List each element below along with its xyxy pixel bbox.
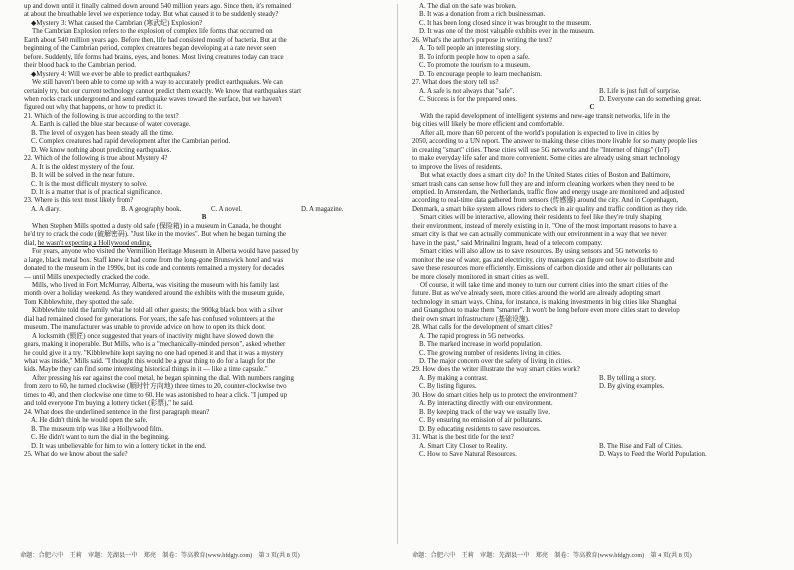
answer-option: B. The level of oxygen has been steady all the time. [31,129,174,137]
text-line: museum. The manufacturer was unable to provide advice on how to open its thick door. [24,324,266,332]
text-line: emptied. In Amsterdam, the Netherlands, traffic flow and energy usage are monitored and adjusted [412,188,685,196]
text-line: from zero to 60, he turned clockwise (顺时针方向地) three times to 20, counter-clockwise two [24,383,287,391]
answer-option: C. It is the most difficult mystery to solve. [31,180,148,188]
answer-option: A. A safe is not always that "safe". [419,87,515,95]
text-line: according to real-time data gathered from sensors (传感器) around the city. And in Copenhagen, [412,197,679,205]
answer-option: B. Life is just full of surprise. [599,87,681,95]
mystery-heading: ◆Mystery 3: What caused the Cambrian (寒武纪) Explosion? [31,19,203,27]
text-line: their blood back to the Cambrian period. [24,62,136,70]
section-heading: C [589,104,595,112]
text-line: times to 40, and then clockwise one time to 60. He was astonished to hear a click. "I jumped up [24,391,288,399]
answer-option: B. To inform people how to open a safe. [419,53,530,61]
text-line: monitor the use of water, gas and electricity, city managers can figure out how to distribute and [412,256,675,264]
text-line: and Guangzhou to make them "smarter". It won't be long before even more cities start to develop [412,307,680,315]
question-stem: 27. What does the story tell us? [412,79,499,87]
answer-option: A. The rapid progress in 5G networks. [419,332,525,340]
answer-option: B. The museum trip was like a Hollywood film. [31,425,163,433]
question-stem: 29. How does the writer illustrate the way smart cities work? [412,366,580,374]
answer-option: C. He didn't want to turn the dial in the beginning. [31,434,170,442]
text-line: a large, black metal box. Staff knew it had come from the long-gone Brunswick hotel and was [24,256,284,264]
text-line: After all, more than 60 percent of the world's population is expected to live in cities by [420,129,660,137]
right-column [412,3,772,549]
answer-option: D. It was unbelievable for him to win a lottery ticket in the end. [31,442,207,450]
text-line: to make everyday life safer and more convenient. Some cities are already using smart technology [412,155,681,163]
answer-option: A. Smart City Closer to Reality. [419,442,508,450]
question-stem: 25. What do we know about the safe? [24,451,128,459]
answer-option: C. It has been long closed since it was brought to the museum. [419,19,592,27]
text-line: what was inside," Mills said. "I thought this would be a great thing to do for a laugh for the [24,358,276,366]
text-line: their environment, instead of merely existing in it. "One of the most important reasons to have a [412,222,677,230]
text-line: Smart cities will be interactive, allowing their residents to feel like they're truly shaping [420,214,662,222]
answer-option: A. The dial on the safe was broken. [419,3,517,10]
text-line: beginning of the Cambrian period, complex creatures began developing at a rate never seen [24,45,277,53]
answer-option: A. A diary. [31,205,61,213]
question-stem: 21. Which of the following is true according to the text? [24,112,179,120]
text-line: up and down until it finally calmed down around 540 million years ago. Since then, it's remained [24,3,292,10]
answer-option: A. It is the oldest mystery of the four. [31,163,135,171]
mystery-heading: ◆Mystery 4: Will we ever be able to predict earthquakes? [31,70,191,78]
text-line: When Stephen Mills spotted a dusty old safe (保险箱) in a museum in Canada, he thought [32,222,282,230]
text-line: Kibblewhite told the family what he told all other guests; the 900kg black box with a silver [32,307,284,315]
answer-option: D. We know nothing about predicting earthquakes. [31,146,172,154]
answer-options-row [412,375,772,383]
answer-options-row [412,88,772,96]
answer-option: C. The growing number of residents living in cities. [419,349,562,357]
left-column [24,3,384,549]
answer-option: D. Ways to Feed the World Population. [599,451,707,459]
answer-option: C. By listing figures. [419,383,477,391]
answer-option: D. Everyone can do something great. [599,95,702,103]
answer-option: C. By ensuring no emission of air pollutants. [419,417,543,425]
text-line: and told everyone I'm buying a lottery ticket (彩票)," he said. [24,400,194,408]
text-line: have in the past," said Mrinalini Ingram, head of a telecom company. [412,239,603,247]
text-line: month over a holiday weekend. As they wandered around the exhibits with the museum guide, [24,290,285,298]
text-line: before. Suddenly, life forms had brains, eyes, and bones. Most living creatures today can trace [24,53,284,61]
answer-option: D. It is a matter that is of practical significance. [31,188,163,196]
text-line: big cities will likely be more efficient and comfortable. [412,121,564,129]
answer-options-row [412,96,772,104]
answer-option: B. By keeping track of the way we usually live. [419,408,551,416]
text-line: The Cambrian Explosion refers to the explosion of complex life forms that occurred on [32,28,273,36]
text-line: technology in smart ways. China, for instance, is making investments in big cities like Shanghai [412,298,677,306]
section-heading: B [201,214,207,222]
text-line: future. But as we've already seen, more cities around the world are already adopting smart [412,290,661,298]
footer-left: 命题：合肥六中 王莉 审题：芜湖县一中 郑亮 制卷：等高教育(www.hfdgjy.com) 第 3 页(共 8 页) [20,552,300,559]
text-line: to improve the lives of residents. [412,163,503,171]
text-line: Mills, who lived in Fort McMurray, Alberta, was visiting the museum with his family last [32,281,280,289]
answer-option: A. To tell people an interesting story. [419,45,521,53]
text-line: figured out why that happens, or how to predict it. [24,104,163,112]
text-line: he could give it a try. "Kibblewhite kept saying no one had opened it and that it was a mystery [24,349,284,357]
question-stem: 22. Which of the following is true about Mystery 4? [24,155,168,163]
text-line: After pressing his ear against the cool metal, he began spinning the dial. With numbers ranging [32,374,294,382]
answer-option: D. By giving examples. [599,383,665,391]
text-line: he'd try to crack the code (破解密码). "Just like in the movies". But when he began turning the [24,231,286,239]
answer-option: A. By making a contrast. [419,374,488,382]
text-line: kids. Maybe they can find some interesting historical things in it — like a time capsule." [24,366,268,374]
text-line: We still haven't been able to come up with a way to accurately predict earthquakes. We can [32,79,283,87]
answer-option: B. The Rise and Fall of Cities. [599,442,683,450]
text-line: dial had remained closed for generations. For years, the safe has confused volunteers at the [24,315,275,323]
column-divider [397,4,398,544]
text-line: gears, making it inoperable. But Mills, who is a "mechanically-minded person", asked whether [24,341,286,349]
text-line: A locksmith (锁匠) once suggested that years of inactivity might have slowed down the [32,332,274,340]
text-line: smart city is that we can actually communicate with our environment in a way that we never [412,231,667,239]
footer-right: 命题：合肥六中 王莉 审题：芜湖县一中 郑亮 制卷：等高教育(www.hfdgjy.com) 第 4 页(共 8 页) [412,552,692,559]
question-stem: 30. How do smart cities help us to protect the environment? [412,391,577,399]
question-stem: 31. What is the best title for the text? [412,434,514,442]
answer-option: D. To encourage people to learn mechanism. [419,70,542,78]
answer-option: D. By educating residents to save resources. [419,425,541,433]
answer-option: C. Complex creatures had rapid development after the Cambrian period. [31,138,231,146]
text-line: With the rapid development of intelligent systems and new-age transit networks, life in the [420,112,671,120]
question-stem: 24. What does the underlined sentence in the first paragraph mean? [24,408,210,416]
answer-option: B. It was a donation from a rich businessman. [419,11,546,19]
text-line: be more closely monitored in smart cities as well. [412,273,549,281]
answer-option: A. Earth is called the blue star because of water coverage. [31,121,191,129]
text-line: For years, anyone who visited the Vermillion Heritage Museum in Alberta would have passed by [32,248,299,256]
question-stem: 28. What calls for the development of smart cities? [412,324,553,332]
text-line: Of course, it will take time and money to turn our current cities into the smart cities of the [420,281,668,289]
answer-option: C. How to Save Natural Resources. [419,451,517,459]
text-line: 2050, according to a UN report. The answer to making these cities more livable for so many people lies [412,138,698,146]
answer-option: C. A novel. [211,205,243,213]
answer-option: D. A magazine. [301,205,344,213]
answer-options-row [24,206,384,214]
text-line: in creating "smart" cities. These cities will use 5G networks and the "Internet of things" (IoT) [412,146,670,154]
text-line: dial, he wasn't expecting a Hollywood ending. [24,239,152,247]
answer-option: B. It will be solved in the near future. [31,172,135,180]
answer-option: D. It was one of the most valuable exhibits ever in the museum. [419,28,595,36]
text-line: Earth about 540 million years ago. Before then, life had consisted mostly of bacteria. But at the [24,36,287,44]
question-stem: 26. What's the author's purpose in writing the text? [412,36,552,44]
text-line: at about the breathable level we experience today. But what caused it to be suddenly steady? [24,11,279,19]
answer-option: A. By interacting directly with our environment. [419,400,553,408]
text-line: Smart cities will also allow us to save resources. By using sensors and 5G networks to [420,248,658,256]
question-stem: 23. Where is this text most likely from? [24,197,134,205]
text-line: when rocks crack underground and send earthquake waves toward the surface, but we haven't [24,95,282,103]
text-line: their own smart infrastructure (基础设施). [412,315,530,323]
answer-option: B. By telling a story. [599,374,656,382]
text-line: save these resources more efficiently. Emissions of carbon dioxide and other air pollutants can [412,265,673,273]
text-line: Denmark, a smart bike system allows riders to check in air quality and traffic condition as they ride. [412,205,688,213]
answer-option: B. The marked increase in world population. [419,341,543,349]
text-line: smart trash cans can sense how full they are and inform cleaning workers when they need to be [412,180,675,188]
answer-options-row [412,383,772,391]
answer-options-row [412,443,772,451]
text-line: donated to the museum in the 1990s, but its code and contents remained a mystery for decades [24,265,285,273]
answer-options-row [412,451,772,459]
answer-option: B. A geography book. [121,205,182,213]
answer-option: C. Success is for the prepared ones. [419,95,517,103]
text-line: But what exactly does a smart city do? In the United States cities of Boston and Baltimore, [420,172,671,180]
answer-option: C. To promote the tourism to a museum. [419,62,531,70]
text-line: — until Mills unexpectedly cracked the code. [24,273,150,281]
answer-option: A. He didn't think he would open the safe. [31,417,148,425]
answer-option: D. The major concern over the safety of living in cities. [419,358,572,366]
text-line: certainly try, but our current technology cannot predict them exactly. We know that earthquakes start [24,87,302,95]
text-line: Tom Kibblewhite, they spotted the safe. [24,298,134,306]
